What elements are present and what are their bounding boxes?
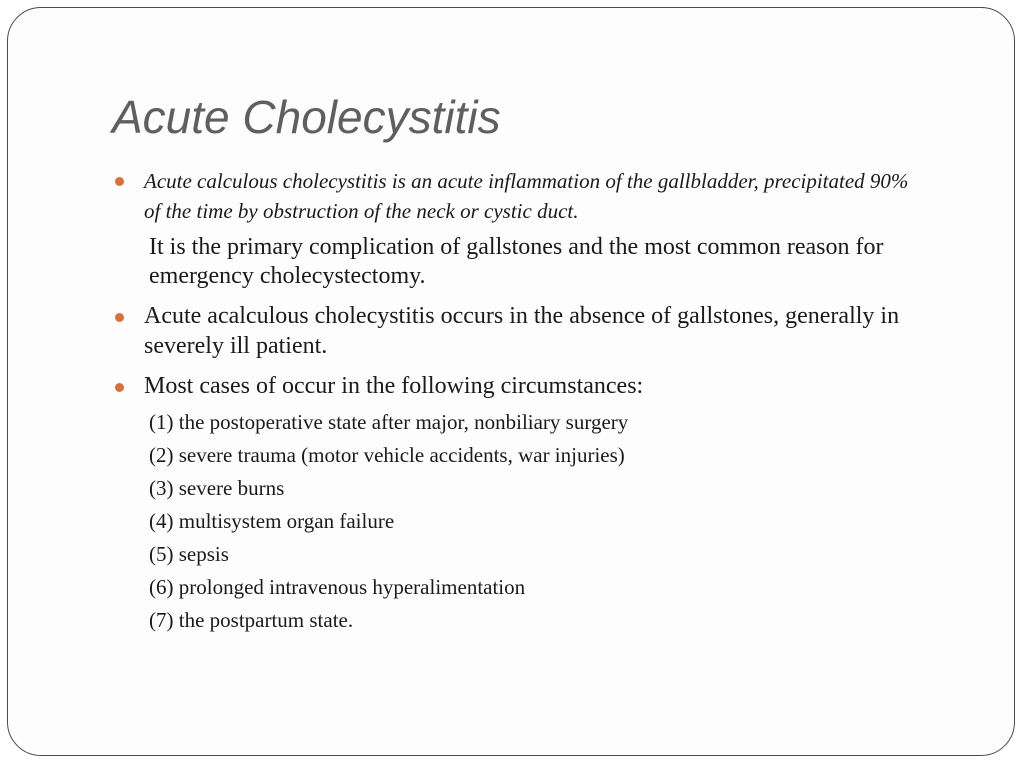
list-item: (5) sepsis [149, 542, 229, 566]
list-item: (3) severe burns [149, 476, 285, 500]
bullet-continuation-1: It is the primary complication of gallstones and the most common reason for emergency cholecystectomy. [149, 234, 884, 289]
bullet-item-2 [110, 301, 910, 361]
bullet-text-1: Acute calculous cholecystitis is an acute inflammation of the gallbladder, precipitated 90% of the time by obstruction of the neck or cystic duct. [144, 169, 909, 223]
bullet-dot-icon [115, 313, 124, 322]
bullet-text-3: Most cases of occur in the following circumstances: [144, 373, 644, 399]
slide-title: Acute Cholecystitis [112, 91, 501, 143]
slide-body [110, 166, 910, 632]
bullet-item-1 [110, 166, 910, 226]
list-item: (4) multisystem organ failure [149, 509, 395, 533]
bullet-item-3 [110, 371, 910, 401]
bullet-dot-icon [115, 383, 124, 392]
bullet-text-2: Acute acalculous cholecystitis occurs in the absence of gallstones, generally in severely ill patient. [144, 303, 900, 359]
circumstance-list [110, 410, 910, 632]
bullet-dot-icon [115, 177, 124, 186]
list-item: (1) the postoperative state after major, nonbiliary surgery [149, 410, 629, 434]
list-item: (2) severe trauma (motor vehicle accidents, war injuries) [149, 443, 625, 467]
list-item: (6) prolonged intravenous hyperalimentation [149, 575, 526, 599]
list-item: (7) the postpartum state. [149, 608, 354, 632]
